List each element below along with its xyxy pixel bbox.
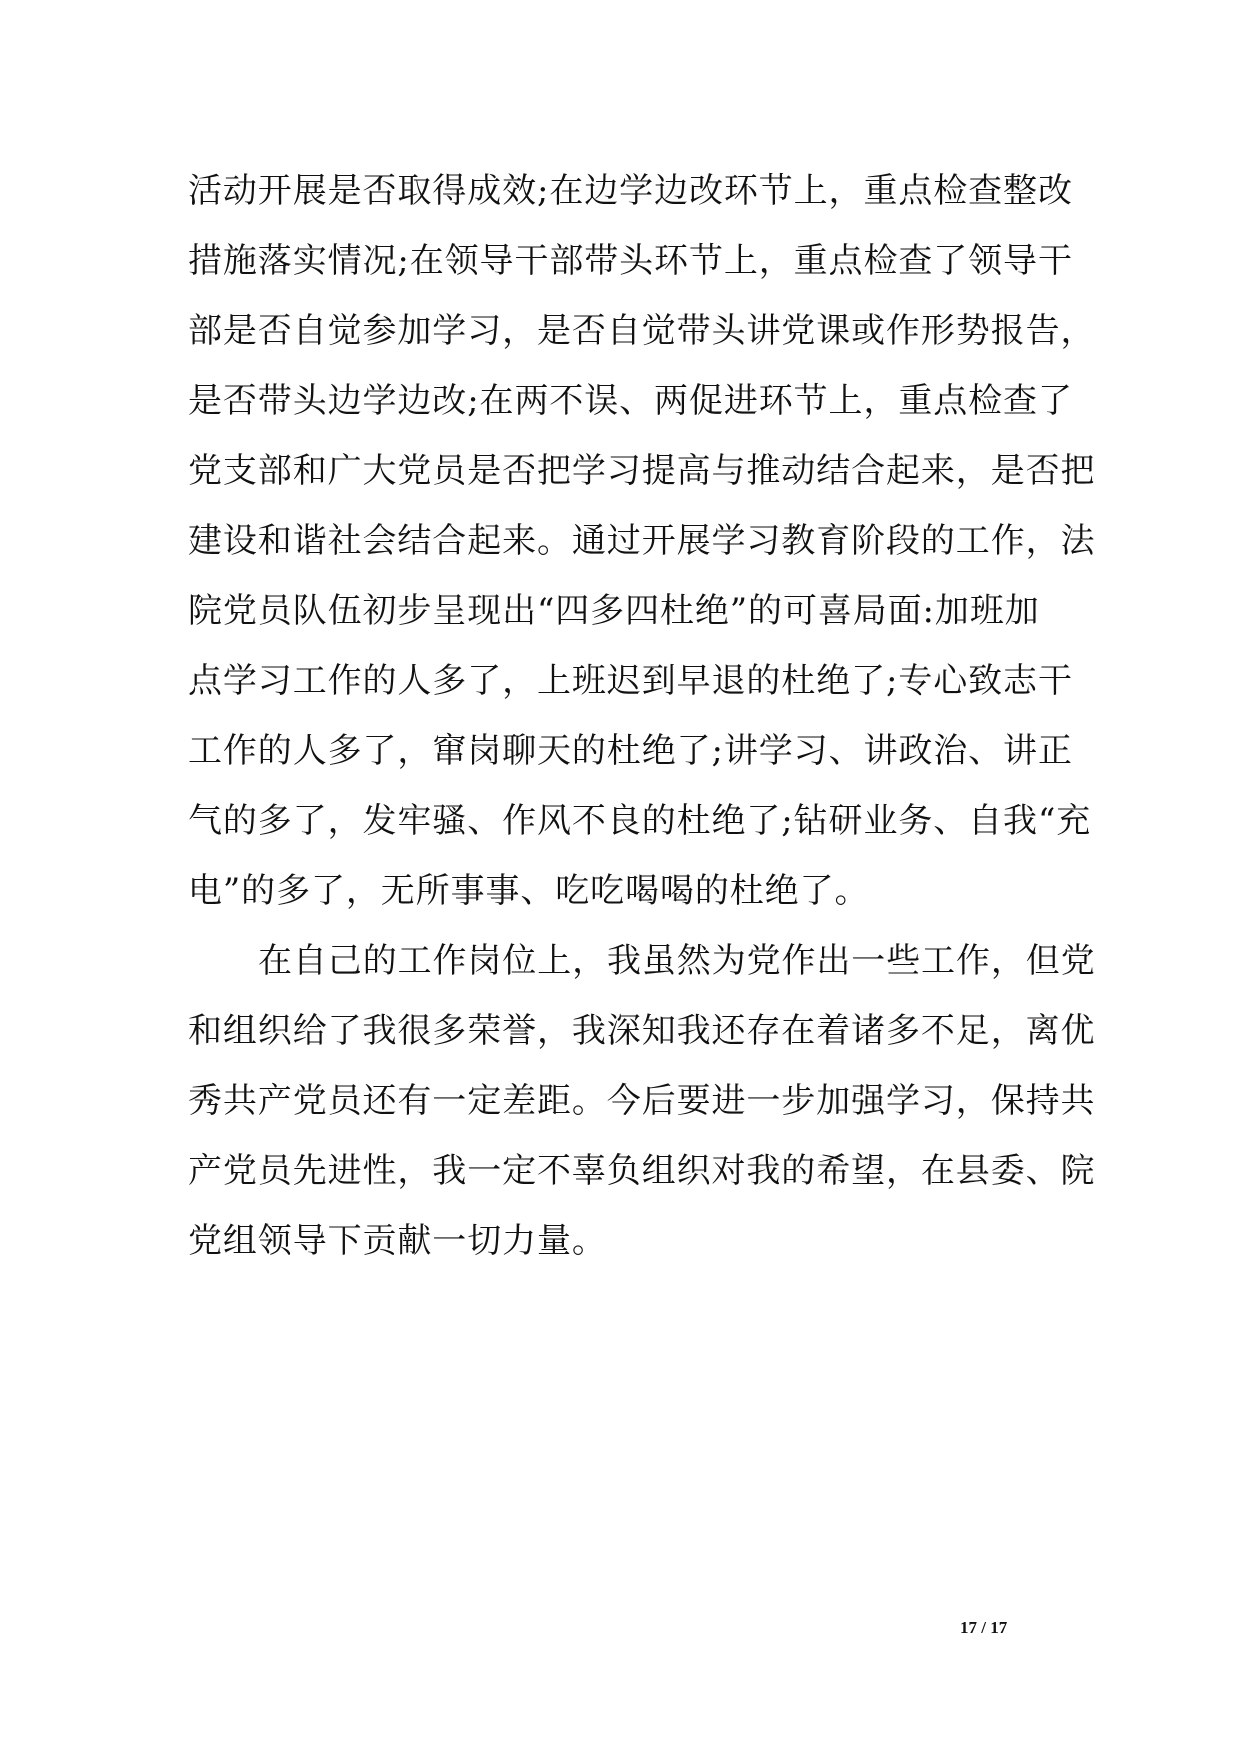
text-line: 是否带头边学边改;在两不误、两促进环节上，重点检查了: [188, 381, 1073, 421]
text-line: 气的多了，发牢骚、作风不良的杜绝了;钻研业务、自我“充: [188, 801, 1092, 841]
text-line: 建设和谐社会结合起来。通过开展学习教育阶段的工作，法: [188, 521, 1096, 561]
text-line: 活动开展是否取得成效;在边学边改环节上，重点检查整改: [188, 171, 1073, 211]
text-line: 秀共产党员还有一定差距。今后要进一步加强学习，保持共: [188, 1081, 1096, 1121]
text-line: 党组领导下贡献一切力量。: [188, 1221, 607, 1261]
body-text: [188, 156, 1096, 1276]
text-line: 电”的多了，无所事事、吃吃喝喝的杜绝了。: [188, 871, 870, 911]
text-line: 院党员队伍初步呈现出“四多四杜绝”的可喜局面:加班加: [188, 591, 1040, 631]
text-line: 产党员先进性，我一定不辜负组织对我的希望，在县委、院: [188, 1151, 1096, 1191]
text-line: 部是否自觉参加学习，是否自觉带头讲党课或作形势报告，: [188, 311, 1096, 351]
text-line: 在自己的工作岗位上，我虽然为党作出一些工作，但党: [258, 941, 1096, 981]
text-line: 措施落实情况;在领导干部带头环节上，重点检查了领导干: [188, 241, 1073, 281]
text-line: 点学习工作的人多了，上班迟到早退的杜绝了;专心致志干: [188, 661, 1073, 701]
page-number: 17 / 17: [960, 1618, 1008, 1637]
text-line: 党支部和广大党员是否把学习提高与推动结合起来，是否把: [188, 451, 1096, 491]
paragraph-2: [188, 926, 1096, 1276]
paragraph-1: [188, 156, 1096, 926]
text-line: 工作的人多了，窜岗聊天的杜绝了;讲学习、讲政治、讲正: [188, 731, 1073, 771]
text-line: 和组织给了我很多荣誉，我深知我还存在着诸多不足，离优: [188, 1011, 1096, 1051]
